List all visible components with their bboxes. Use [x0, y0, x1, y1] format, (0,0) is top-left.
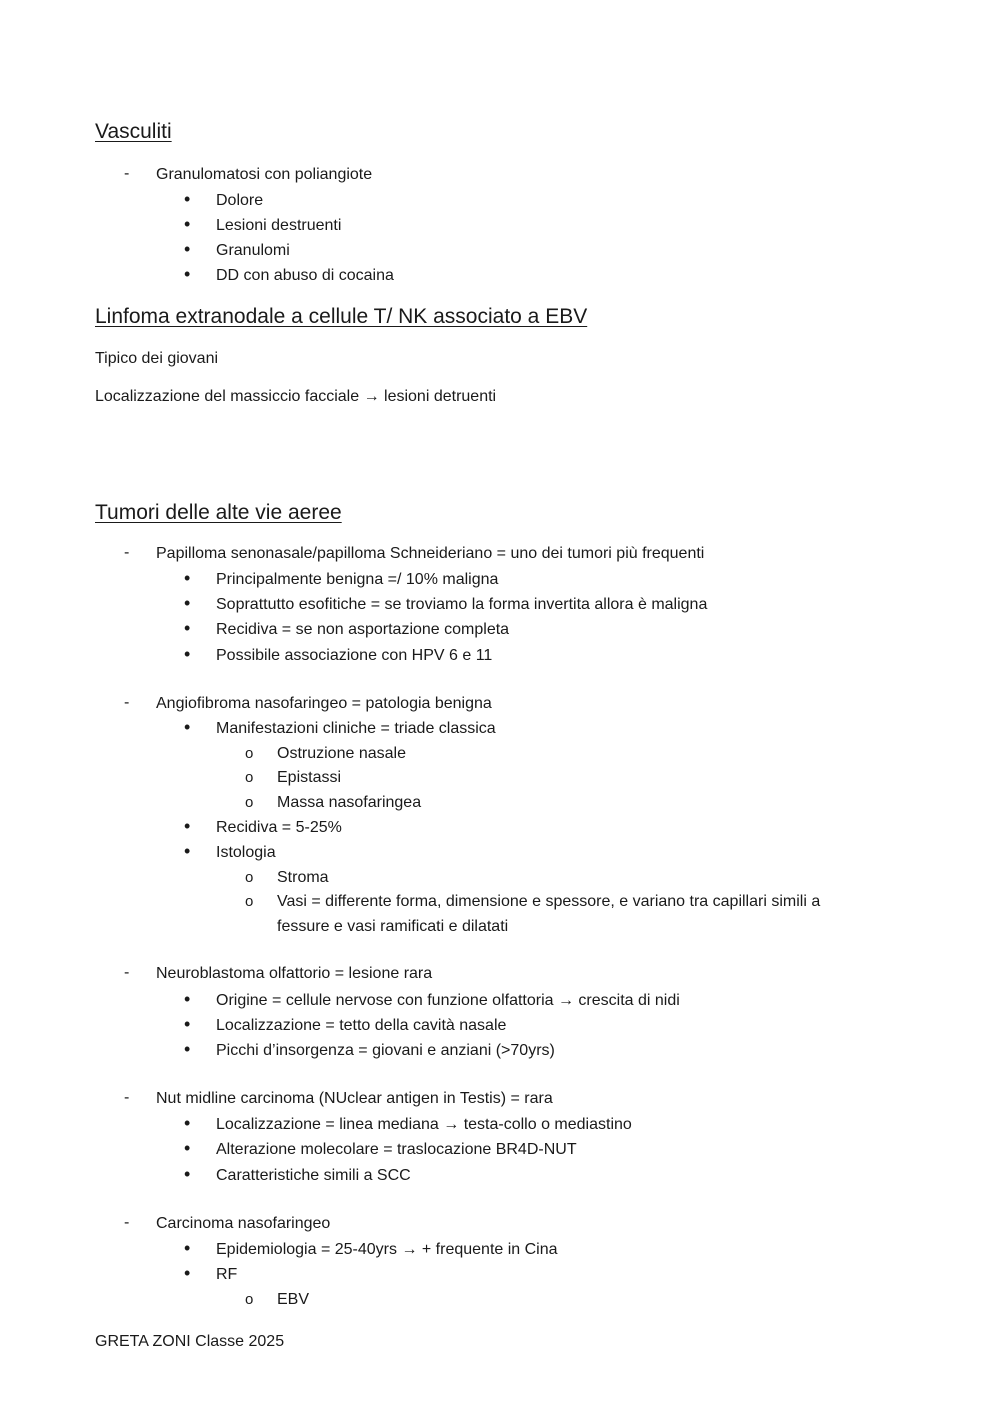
circle-marker: o	[245, 769, 254, 786]
list-item: EBV	[277, 1291, 310, 1308]
list-item: Granulomatosi con poliangiote	[156, 166, 373, 183]
bullet-marker: •	[184, 1238, 191, 1258]
bullet-marker: •	[184, 568, 191, 588]
bullet-marker: •	[184, 214, 191, 234]
heading-tumori: Tumori delle alte vie aeree	[95, 501, 342, 524]
list-item: Soprattutto esofitiche = se troviamo la forma invertita allora è maligna	[216, 596, 708, 613]
list-item: Ostruzione nasale	[277, 745, 406, 762]
bullet-marker: •	[184, 644, 191, 664]
list-item: Angiofibroma nasofaringeo = patologia benigna	[156, 695, 492, 712]
circle-marker: o	[245, 794, 254, 811]
list-item: Massa nasofaringea	[277, 794, 422, 811]
circle-marker: o	[245, 1291, 254, 1308]
heading-vasculiti: Vasculiti	[95, 120, 172, 143]
list-item: DD con abuso di cocaina	[216, 267, 394, 284]
list-item: Epidemiologia = 25-40yrs → + frequente in Cina	[216, 1241, 558, 1258]
bullet-marker: •	[184, 1263, 191, 1283]
bullet-marker: •	[184, 989, 191, 1009]
list-item: Recidiva = 5-25%	[216, 819, 342, 836]
list-item: Carcinoma nasofaringeo	[156, 1215, 331, 1232]
paragraph: Localizzazione del massiccio facciale → lesioni detruenti	[95, 388, 497, 405]
list-item: Lesioni destruenti	[216, 217, 342, 234]
circle-marker: o	[245, 869, 254, 886]
list-item: Granulomi	[216, 242, 290, 259]
list-item: Stroma	[277, 869, 329, 886]
list-item: Manifestazioni cliniche = triade classica	[216, 720, 496, 737]
dash-marker: -	[124, 694, 130, 711]
bullet-marker: •	[184, 1164, 191, 1184]
bullet-marker: •	[184, 1039, 191, 1059]
list-item: Papilloma senonasale/papilloma Schneideriano = uno dei tumori più frequenti	[156, 545, 705, 562]
circle-marker: o	[245, 745, 254, 762]
list-item: Recidiva = se non asportazione completa	[216, 621, 510, 638]
list-item: Alterazione molecolare = traslocazione BR4D-NUT	[216, 1141, 577, 1158]
list-item: RF	[216, 1266, 238, 1283]
list-item: Dolore	[216, 192, 264, 209]
list-item-continuation: fessure e vasi ramificati e dilatati	[277, 918, 509, 935]
bullet-marker: •	[184, 1113, 191, 1133]
list-item: Nut midline carcinoma (NUclear antigen in Testis) = rara	[156, 1090, 553, 1107]
heading-linfoma: Linfoma extranodale a cellule T/ NK associato a EBV	[95, 305, 588, 328]
list-item: Origine = cellule nervose con funzione olfattoria → crescita di nidi	[216, 992, 680, 1009]
list-item: Istologia	[216, 844, 276, 861]
bullet-marker: •	[184, 841, 191, 861]
list-item: Picchi d’insorgenza = giovani e anziani (>70yrs)	[216, 1042, 555, 1059]
list-item: Epistassi	[277, 769, 342, 786]
dash-marker: -	[124, 165, 130, 182]
dash-marker: -	[124, 1214, 130, 1231]
dash-marker: -	[124, 1089, 130, 1106]
dash-marker: -	[124, 544, 130, 561]
bullet-marker: •	[184, 189, 191, 209]
circle-marker: o	[245, 893, 254, 910]
list-item: Caratteristiche simili a SCC	[216, 1167, 411, 1184]
list-item: Localizzazione = linea mediana → testa-collo o mediastino	[216, 1116, 632, 1133]
bullet-marker: •	[184, 717, 191, 737]
bullet-marker: •	[184, 1138, 191, 1158]
bullet-marker: •	[184, 239, 191, 259]
list-item: Vasi = differente forma, dimensione e spessore, e variano tra capillari simili a	[277, 893, 821, 910]
dash-marker: -	[124, 964, 130, 981]
bullet-marker: •	[184, 618, 191, 638]
page-footer: GRETA ZONI Classe 2025	[95, 1333, 285, 1350]
bullet-marker: •	[184, 593, 191, 613]
bullet-marker: •	[184, 816, 191, 836]
list-item: Localizzazione = tetto della cavità nasale	[216, 1017, 507, 1034]
list-item: Possibile associazione con HPV 6 e 11	[216, 647, 493, 664]
list-item: Principalmente benigna =/ 10% maligna	[216, 571, 499, 588]
list-item: Neuroblastoma olfattorio = lesione rara	[156, 965, 433, 982]
paragraph: Tipico dei giovani	[95, 350, 219, 367]
bullet-marker: •	[184, 1014, 191, 1034]
bullet-marker: •	[184, 264, 191, 284]
